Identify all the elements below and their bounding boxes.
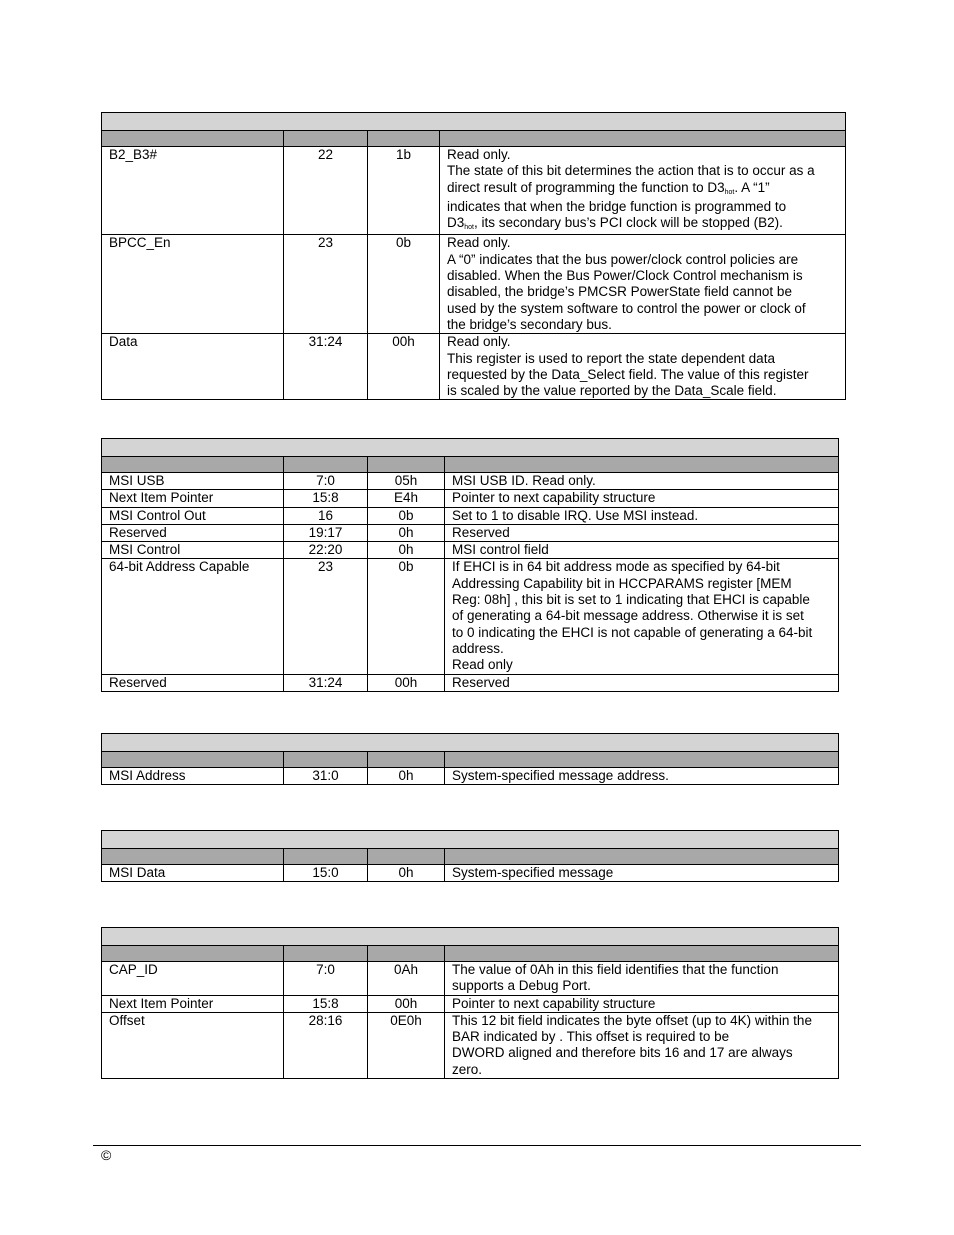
field-name: BPCC_En	[102, 235, 284, 334]
bits: 22:20	[284, 542, 368, 559]
default-value: 00h	[368, 334, 440, 400]
bits: 28:16	[284, 1012, 368, 1078]
bits: 22	[284, 147, 368, 235]
default-value: 1b	[368, 147, 440, 235]
default-value: 00h	[368, 995, 445, 1012]
register-table-msi-control	[101, 438, 839, 692]
table-title-bar	[102, 928, 839, 946]
bits: 15:8	[284, 490, 368, 507]
description	[440, 147, 846, 235]
description: System-specified message	[445, 865, 839, 882]
description: MSI USB ID. Read only.	[445, 473, 839, 490]
subscript: hot	[464, 224, 474, 232]
field-name: 64-bit Address Capable	[102, 559, 284, 674]
bits: 31:24	[284, 334, 368, 400]
table-row	[102, 962, 839, 996]
table-row	[102, 559, 839, 674]
default-value: 0b	[368, 559, 445, 674]
table-title-bar	[102, 113, 846, 131]
field-name: CAP_ID	[102, 962, 284, 996]
table-row	[102, 490, 839, 507]
description: This 12 bit field indicates the byte offset (up to 4K) within the BAR indicated by . This offset is required to be DWORD aligned and therefore bits 16 and 17 are always zero.	[445, 1012, 839, 1078]
description: System-specified message address.	[445, 768, 839, 785]
description: Reserved	[445, 674, 839, 691]
field-name: B2_B3#	[102, 147, 284, 235]
description: The value of 0Ah in this field identifies that the function supports a Debug Port.	[445, 962, 839, 996]
default-value: 0Ah	[368, 962, 445, 996]
register-table-pm	[101, 112, 846, 400]
bits: 23	[284, 235, 368, 334]
description: Pointer to next capability structure	[445, 995, 839, 1012]
table-title-bar	[102, 734, 839, 752]
subscript: hot	[724, 188, 735, 196]
table-row	[102, 674, 839, 691]
description: MSI control field	[445, 542, 839, 559]
description-line: Read only.	[447, 147, 511, 162]
table-row	[102, 507, 839, 524]
description: Pointer to next capability structure	[445, 490, 839, 507]
default-value: 0h	[368, 542, 445, 559]
table-row	[102, 235, 846, 334]
table-title-bar	[102, 831, 839, 849]
description: If EHCI is in 64 bit address mode as specified by 64-bit Addressing Capability bit in HCCPARAMS register [MEM Reg: 08h] , this bit is set to 1 indicating that EHCI is capable of generating a 64-bit message address. Otherwise it is set to 0 indicating the EHCI is not capable of generating a 64-bit address. Read only	[445, 559, 839, 674]
bits: 31:0	[284, 768, 368, 785]
description: Read only. This register is used to report the state dependent data requested by the Data_Select field. The value of this register is scaled by the value reported by the Data_Scale field.	[440, 334, 846, 400]
register-table-msi-data	[101, 830, 839, 882]
default-value: 0b	[368, 235, 440, 334]
default-value: 0E0h	[368, 1012, 445, 1078]
description-line: $D3_{hot}$, its secondary bus’s PCI clock will be stopped (B2).	[447, 215, 783, 232]
default-value: 0b	[368, 507, 445, 524]
default-value: 05h	[368, 473, 445, 490]
table-row	[102, 768, 839, 785]
description-line: indicates that when the bridge function is programmed to	[447, 198, 787, 214]
bits: 15:8	[284, 995, 368, 1012]
bits: 15:0	[284, 865, 368, 882]
table-header-bar	[102, 946, 839, 962]
table-header-bar	[102, 131, 846, 147]
table-row	[102, 524, 839, 541]
field-name: Next Item Pointer	[102, 490, 284, 507]
table-row	[102, 865, 839, 882]
table-row	[102, 334, 846, 400]
default-value: 0h	[368, 768, 445, 785]
table-row	[102, 473, 839, 490]
field-name: Reserved	[102, 524, 284, 541]
default-value: E4h	[368, 490, 445, 507]
field-name: MSI USB	[102, 473, 284, 490]
default-value: 0h	[368, 865, 445, 882]
default-value: 00h	[368, 674, 445, 691]
description: Reserved	[445, 524, 839, 541]
table-header-bar	[102, 849, 839, 865]
register-table-debug-port	[101, 927, 839, 1079]
footer-divider	[93, 1145, 861, 1146]
bits: 31:24	[284, 674, 368, 691]
table-row	[102, 542, 839, 559]
bits: 7:0	[284, 962, 368, 996]
field-name: MSI Control	[102, 542, 284, 559]
description: Read only. A “0” indicates that the bus power/clock control policies are disabled. When the Bus Power/Clock Control mechanism is disabled, the bridge’s PMCSR PowerState field cannot be used by the system software to control the power or clock of the bridge’s secondary bus.	[440, 235, 846, 334]
table-row	[102, 995, 839, 1012]
description-line: direct result of programming the function to $D3_{hot}$. A “1”	[447, 179, 770, 196]
field-name: Next Item Pointer	[102, 995, 284, 1012]
bits: 19:17	[284, 524, 368, 541]
field-name: Reserved	[102, 674, 284, 691]
table-title-bar	[102, 439, 839, 457]
field-name: MSI Address	[102, 768, 284, 785]
description: Set to 1 to disable IRQ. Use MSI instead.	[445, 507, 839, 524]
description-line: The state of this bit determines the action that is to occur as a	[447, 163, 815, 179]
copyright-symbol: ©	[101, 1147, 112, 1163]
field-name: Data	[102, 334, 284, 400]
field-name: MSI Data	[102, 865, 284, 882]
default-value: 0h	[368, 524, 445, 541]
bits: 7:0	[284, 473, 368, 490]
table-row	[102, 1012, 839, 1078]
table-row	[102, 147, 846, 235]
field-name: Offset	[102, 1012, 284, 1078]
bits: 23	[284, 559, 368, 674]
register-table-msi-address	[101, 733, 839, 785]
field-name: MSI Control Out	[102, 507, 284, 524]
bits: 16	[284, 507, 368, 524]
table-header-bar	[102, 457, 839, 473]
table-header-bar	[102, 752, 839, 768]
